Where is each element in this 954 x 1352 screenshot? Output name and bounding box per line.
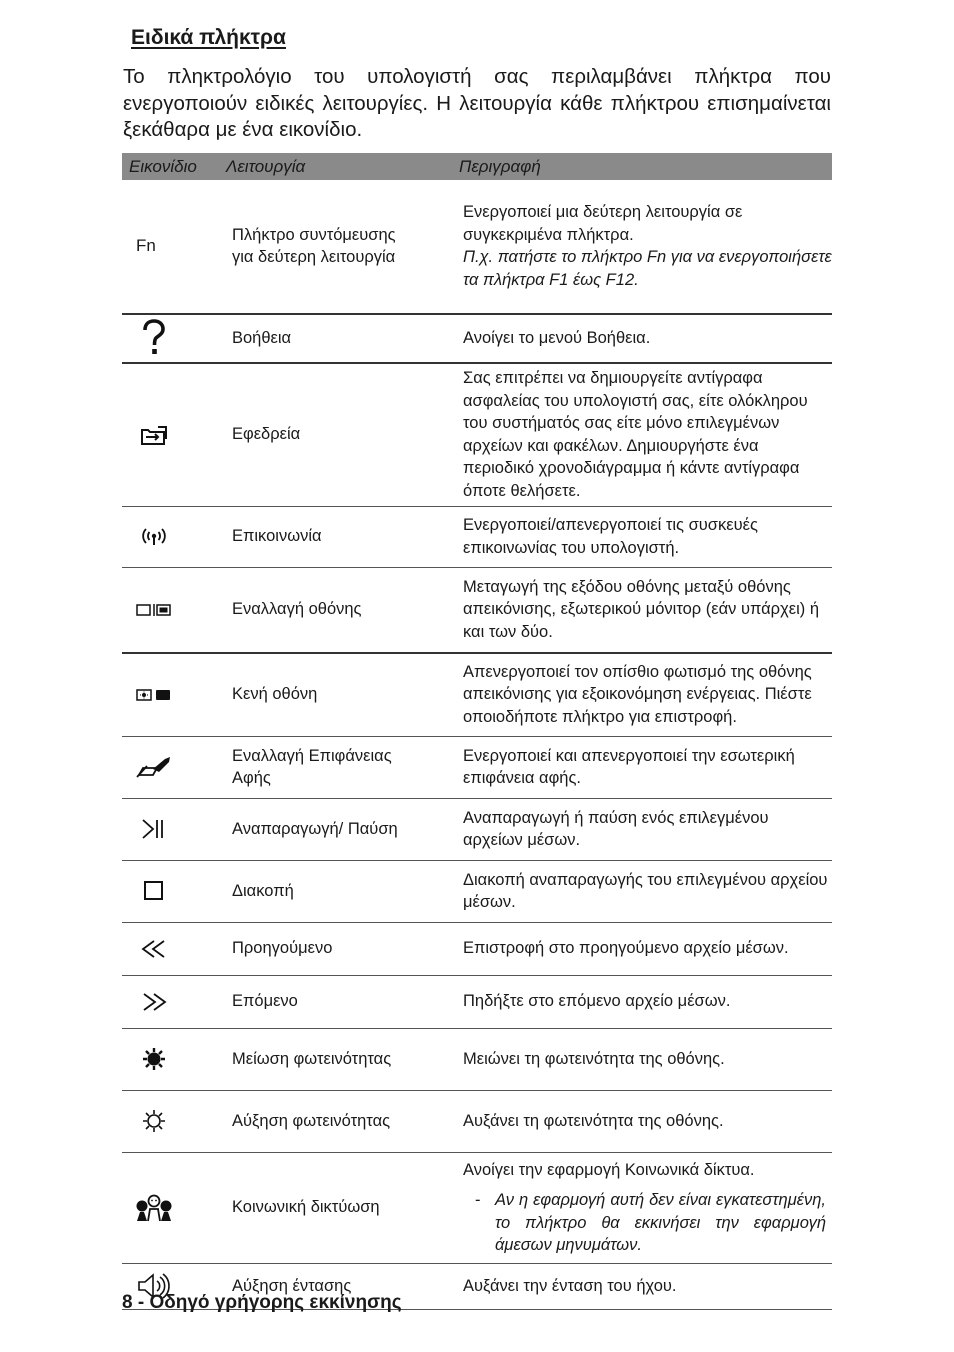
- table-row: [122, 861, 832, 923]
- play-pause-icon: [140, 818, 168, 840]
- table-row: [122, 1091, 832, 1153]
- page-footer: 8 - Οδηγό γρήγορης εκκίνησης: [122, 1292, 402, 1313]
- function-cell: Βοήθεια: [186, 314, 399, 363]
- table-row: [122, 180, 832, 314]
- special-keys-table: [122, 153, 832, 1310]
- description-cell: Ανοίγει το μενού Βοήθεια.: [399, 314, 832, 363]
- header-function: Λειτουργία: [186, 153, 399, 180]
- description-cell: Επιστροφή στο προηγούμενο αρχείο μέσων.: [399, 923, 832, 976]
- description-cell: Ανοίγει την εφαρμογή Κοινωνικά δίκτυα. - Αν η εφαρμογή αυτή δεν είναι εγκατεστημένη, το πλήκτρο θα εκκινήσει την εφαρμογή άμεσων μηνυμάτων.: [399, 1153, 832, 1264]
- description-cell: Ενεργοποιεί και απενεργοποιεί την εσωτερική επιφάνεια αφής.: [399, 737, 832, 799]
- table-row: [122, 1153, 832, 1264]
- intro-paragraph: Το πληκτρολόγιο του υπολογιστή σας περιλαμβάνει πλήκτρα που ενεργοποιούν ειδικές λειτουργίες. Η λειτουργία κάθε πλήκτρου επισημαίνεται ξεκάθαρα με ένα εικονίδιο.: [123, 65, 831, 141]
- description-cell: Σας επιτρέπει να δημιουργείτε αντίγραφα ασφαλείας του υπολογιστή σας, είτε ολόκληρου του συστήματός σας είτε μόνο επιλεγμένων αρχείων και φακέλων. Δημιουργήστε ένα περιοδικό χρονοδιάγραμμα ή κάντε αντίγραφα όποτε θελήσετε.: [399, 363, 832, 507]
- table-row: [122, 923, 832, 976]
- table-row: [122, 737, 832, 799]
- table-row: [122, 507, 832, 568]
- help-icon: [141, 319, 167, 357]
- display-toggle-icon: [136, 603, 172, 617]
- section-heading: Ειδικά πλήκτρα: [131, 26, 286, 49]
- table-row: [122, 568, 832, 653]
- function-cell: Εναλλαγή Επιφάνειας Αφής: [186, 737, 399, 799]
- function-cell: Μείωση φωτεινότητας: [186, 1029, 399, 1091]
- description-cell: Αναπαραγωγή ή παύση ενός επιλεγμένου αρχείων μέσων.: [399, 799, 832, 861]
- function-cell: Αναπαραγωγή/ Παύση: [186, 799, 399, 861]
- stop-icon: [143, 880, 165, 902]
- table-row: [122, 314, 832, 363]
- function-cell: Προηγούμενο: [186, 923, 399, 976]
- description-cell: Ενεργοποιεί/απενεργοποιεί τις συσκευές επικοινωνίας του υπολογιστή.: [399, 507, 832, 568]
- note-dash: -: [475, 1191, 481, 1209]
- description-cell: Ενεργοποιεί μια δεύτερη λειτουργία σε συγκεκριμένα πλήκτρα. Π.χ. πατήστε το πλήκτρο Fn για να ενεργοποιήσετε τα πλήκτρα F1 έως F12.: [399, 180, 832, 314]
- function-cell: Αύξηση έντασης: [186, 1264, 399, 1310]
- description-cell: Διακοπή αναπαραγωγής του επιλεγμένου αρχείου μέσων.: [399, 861, 832, 923]
- function-cell: Κενή οθόνη: [186, 653, 399, 737]
- description-cell: Αυξάνει τη φωτεινότητα της οθόνης.: [399, 1091, 832, 1153]
- function-cell: Διακοπή: [186, 861, 399, 923]
- social-network-icon: [135, 1194, 173, 1222]
- function-cell: Επόμενο: [186, 976, 399, 1029]
- screen-blank-icon: [136, 688, 172, 702]
- function-cell: Κοινωνική δικτύωση: [186, 1153, 399, 1264]
- function-cell: Πλήκτρο συντόμευσης για δεύτερη λειτουργία: [186, 180, 399, 314]
- description-cell: Μεταγωγή της εξόδου οθόνης μεταξύ οθόνης απεικόνισης, εξωτερικού μόνιτορ (εάν υπάρχει) ή και των δύο.: [399, 568, 832, 653]
- description-cell: Απενεργοποιεί τον οπίσθιο φωτισμό της οθόνης απεικόνισης για εξοικονόμηση ενέργειας. Πιέστε οποιοδήποτε πλήκτρο για επιστροφή.: [399, 653, 832, 737]
- touchpad-toggle-icon: [135, 755, 173, 779]
- table-row: [122, 1029, 832, 1091]
- wireless-icon: [140, 527, 168, 547]
- table-row: [122, 363, 832, 507]
- note: [463, 1189, 832, 1257]
- function-cell: Εναλλαγή οθόνης: [186, 568, 399, 653]
- function-cell: Επικοινωνία: [186, 507, 399, 568]
- function-cell: Εφεδρεία: [186, 363, 399, 507]
- brightness-up-icon: [142, 1109, 166, 1133]
- backup-icon: [139, 424, 169, 446]
- header-description: Περιγραφή: [399, 153, 832, 180]
- function-cell: Αύξηση φωτεινότητας: [186, 1091, 399, 1153]
- description-cell: Αυξάνει την ένταση του ήχου.: [399, 1264, 832, 1310]
- description-cell: Μειώνει τη φωτεινότητα της οθόνης.: [399, 1029, 832, 1091]
- description-cell: Πηδήξτε στο επόμενο αρχείο μέσων.: [399, 976, 832, 1029]
- brightness-down-icon: [142, 1047, 166, 1071]
- next-icon: [140, 992, 168, 1012]
- table-row: [122, 653, 832, 737]
- note-text: Αν η εφαρμογή αυτή δεν είναι εγκατεστημένη, το πλήκτρο θα εκκινήσει την εφαρμογή άμεσων μηνυμάτων.: [495, 1191, 826, 1254]
- table-row: [122, 799, 832, 861]
- fn-key-label: Fn: [136, 235, 156, 255]
- previous-icon: [140, 939, 168, 959]
- table-row: [122, 976, 832, 1029]
- header-icon: Εικονίδιο: [122, 153, 186, 180]
- table-header-row: [122, 153, 832, 180]
